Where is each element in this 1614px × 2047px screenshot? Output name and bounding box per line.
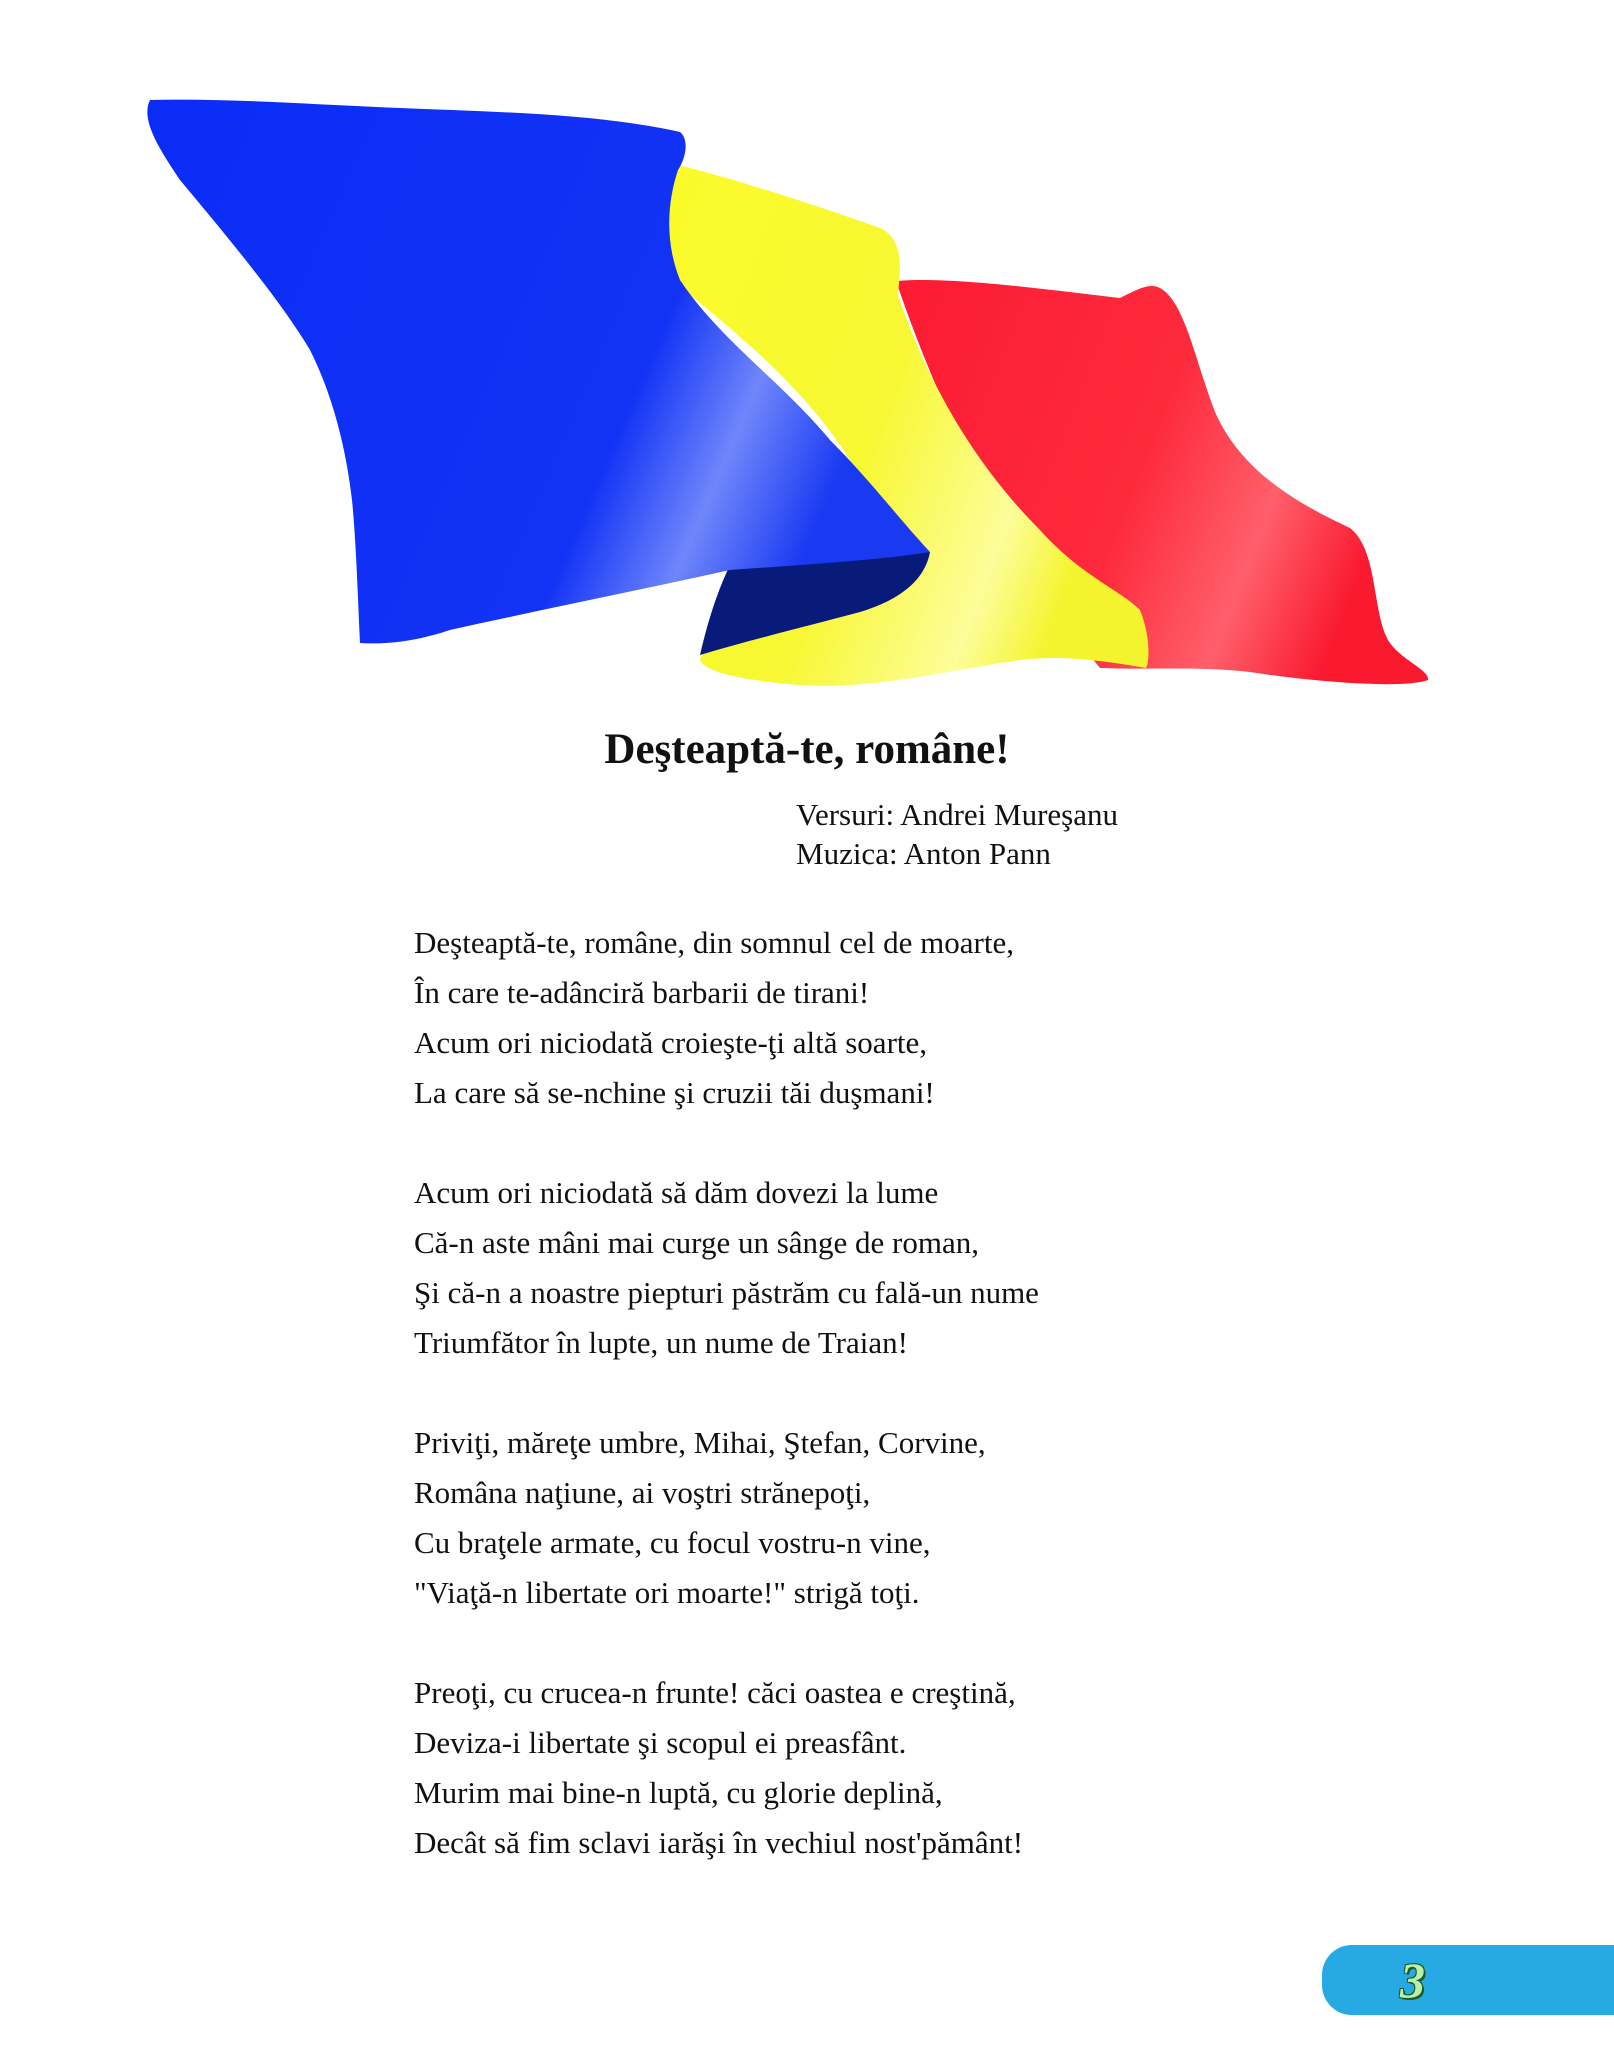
verse-line: Deviza-i libertate şi scopul ei preasfânt. — [414, 1725, 907, 1760]
verse-line: Acum ori niciodată să dăm dovezi la lume — [414, 1175, 939, 1210]
verse-line: În care te-adânciră barbarii de tirani! — [414, 975, 870, 1010]
stanza-2 — [414, 1168, 1039, 1368]
page-number-tab — [1322, 1945, 1614, 2015]
verse-line: Murim mai bine-n luptă, cu glorie deplină, — [414, 1775, 943, 1810]
verse-line: Cu braţele armate, cu focul vostru-n vine, — [414, 1525, 931, 1560]
anthem-lyrics — [414, 918, 1039, 1918]
stanza-4 — [414, 1668, 1039, 1868]
verse-line: La care să se-nchine şi cruzii tăi duşmani! — [414, 1075, 935, 1110]
verse-line: Priviţi, măreţe umbre, Mihai, Ştefan, Corvine, — [414, 1425, 986, 1460]
verse-line: "Viaţă-n libertate ori moarte!" strigă toţi. — [414, 1575, 920, 1610]
stanza-3 — [414, 1418, 1039, 1618]
verse-line: Preoţi, cu crucea-n frunte! căci oastea e creştină, — [414, 1675, 1016, 1710]
lyrics-credit: Versuri: Andrei Mureşanu — [796, 797, 1118, 832]
anthem-title: Deşteaptă-te, române! — [604, 726, 1010, 773]
verse-line: Acum ori niciodată croieşte-ţi altă soarte, — [414, 1025, 928, 1060]
page-number: 3 — [1400, 1952, 1425, 2008]
verse-line: Că-n aste mâni mai curge un sânge de roman, — [414, 1225, 979, 1260]
verse-line: Deşteaptă-te, române, din somnul cel de moarte, — [414, 925, 1014, 960]
verse-line: Decât să fim sclavi iarăşi în vechiul nost'pământ! — [414, 1825, 1024, 1860]
stanza-1 — [414, 918, 1039, 1118]
verse-line: Româna naţiune, ai voştri strănepoţi, — [414, 1475, 871, 1510]
verse-line: Şi că-n a noastre piepturi păstrăm cu fală-un nume — [414, 1275, 1039, 1310]
music-credit: Muzica: Anton Pann — [796, 836, 1051, 871]
verse-line: Triumfător în lupte, un nume de Traian! — [414, 1325, 908, 1360]
romanian-flag-illustration — [0, 0, 1614, 720]
credits — [796, 795, 1118, 873]
